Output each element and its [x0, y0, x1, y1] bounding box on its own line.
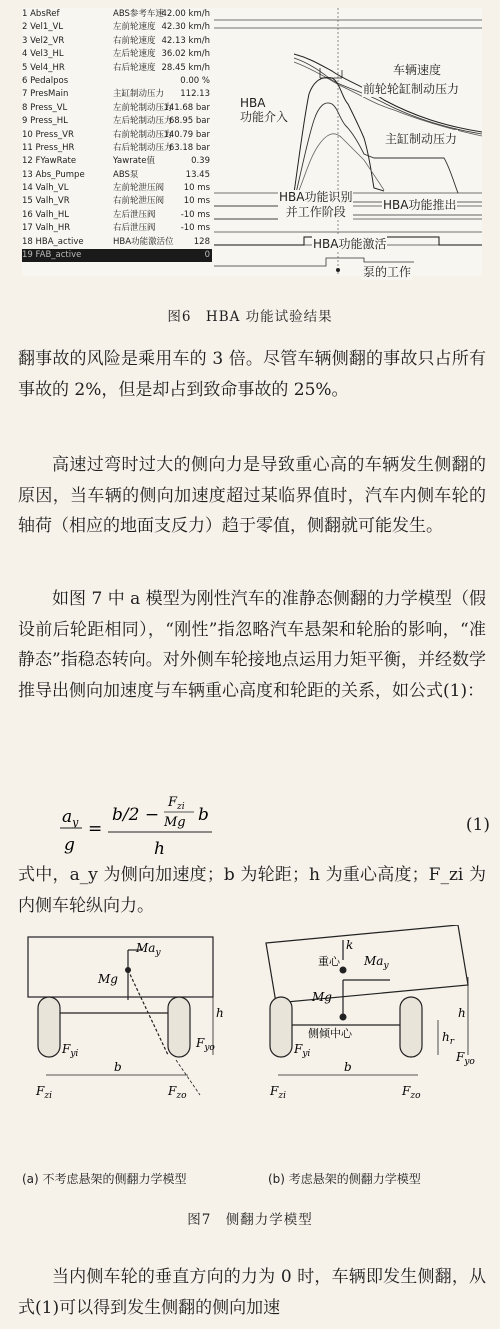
signal-name: 14 Valh_VL	[22, 183, 69, 194]
signal-value: -10 ms	[180, 209, 210, 220]
signal-value: 42.13 km/h	[161, 35, 210, 46]
svg-text:=: =	[88, 819, 103, 839]
signal-row: 4 Vel3_HL 左后轮速度 36.02 km/h	[22, 48, 212, 61]
signal-name: 1 AbsRef	[22, 9, 60, 19]
signal-plot	[214, 8, 482, 279]
signal-name: 15 Valh_VR	[22, 196, 70, 207]
eq-lhs-den: g	[64, 835, 75, 855]
eq-lhs-num: a	[62, 807, 73, 827]
ann-hba-exit: HBA功能推出	[383, 198, 457, 212]
figure-7b-subcaption: (b) 考虑悬架的侧翻力学模型	[268, 1172, 421, 1186]
signal-name: 9 Press_HL	[22, 116, 68, 127]
signal-name: 2 Vel1_VL	[22, 22, 64, 33]
signal-row: 10 Press_VR 右前轮制动压力 140.79 bar	[22, 129, 212, 142]
signal-value: 36.02 km/h	[161, 49, 210, 60]
signal-name: 5 Vel4_HR	[22, 62, 65, 73]
signal-name: 19 FAB_active	[22, 250, 82, 261]
svg-text:ay	[62, 807, 79, 829]
paragraph-3: 如图 7 中 a 模型为刚性汽车的准静态侧翻的力学模型（假设前后轮距相同），“刚性”指忽略汽车悬架和轮胎的影响，“准静态”指稳态转向。对外侧车轮接地点运用力矩平衡，并经数学推导出侧向加速度与车辆重心高度和轮距的关系，如公式(1)：	[18, 589, 486, 701]
ann-vehicle-speed: 车辆速度	[393, 63, 442, 77]
paragraph-2: 高速过弯时过大的侧向力是导致重心高的车辆发生侧翻的原因，当车辆的侧向加速度超过某临界值时，汽车内侧车轮的轴荷（相应的地面支反力）趋于零值，侧翻就可能发生。	[18, 455, 486, 536]
eq-lhs-sub: y	[72, 816, 79, 829]
signal-row: 13 Abs_Pumpe ABS泵 13.45	[22, 169, 212, 182]
b-label-mg: Mg	[312, 990, 332, 1004]
a-label-fyo: $F_{yo}$	[196, 1036, 215, 1053]
a-label-fzo: $F_{zo}$	[168, 1084, 187, 1100]
signal-value: 10 ms	[183, 196, 210, 207]
figure-7	[18, 925, 486, 1100]
ann-pump-work: 泵的工作	[363, 265, 412, 279]
signal-value: 128	[193, 236, 210, 247]
signal-row: 8 Press_VL 左前轮制动压力 141.68 bar	[22, 102, 212, 115]
a-label-b: b	[114, 1060, 122, 1074]
signal-name: 4 Vel3_HL	[22, 49, 64, 60]
paragraph-1: 翻事故的风险是乘用车的 3 倍。尽管车辆侧翻的事故只占所有事故的 2%，但是却占到致命事故的 25%。	[18, 349, 486, 400]
equation-1	[60, 790, 490, 870]
signal-row: 5 Vel4_HR 右后轮速度 28.45 km/h	[22, 62, 212, 75]
paragraph-5: 当内侧车轮的垂直方向的力为 0 时，车辆即发生侧翻，从式(1)可以得到发生侧翻的侧向加速	[18, 1267, 486, 1318]
signal-value: 0.39	[191, 156, 210, 167]
signal-name: 10 Press_VR	[22, 129, 74, 140]
signal-name: 3 Vel2_VR	[22, 35, 65, 46]
signal-name: 11 Press_HR	[22, 142, 75, 153]
a-label-mg: Mg	[98, 972, 118, 986]
b-label-k: k	[346, 938, 354, 952]
signal-value: 63.18 bar	[168, 142, 210, 153]
signal-value: 0	[204, 250, 210, 261]
signal-name: 16 Valh_HL	[22, 209, 70, 220]
signal-row: 7 PresMain 主缸制动压力 112.13	[22, 88, 212, 101]
svg-text:Fzi	[167, 795, 185, 812]
ann-front-wheel-pressure: 前轮轮缸制动压力	[363, 82, 460, 96]
signal-row: 2 Vel1_VL 左前轮速度 42.30 km/h	[22, 21, 212, 34]
signal-name: 7 PresMain	[22, 89, 69, 100]
signal-name: 13 Abs_Pumpe	[22, 169, 85, 180]
signal-row: 12 FYawRate Yawrate值 0.39	[22, 155, 212, 168]
figure-6	[22, 8, 482, 279]
a-label-may: $Ma_y$	[136, 941, 161, 958]
signal-row: 9 Press_HL 左后轮制动压力 68.95 bar	[22, 115, 212, 128]
signal-name: 6 Pedalpos	[22, 75, 69, 86]
signal-value: 42.30 km/h	[161, 22, 210, 33]
figure-6-caption: 图6 HBA 功能试验结果	[167, 309, 333, 325]
signal-value: 13.45	[185, 169, 210, 180]
signal-value: 141.68 bar	[163, 102, 210, 113]
signal-value: 140.79 bar	[163, 129, 210, 140]
signal-value: -10 ms	[180, 223, 210, 234]
signal-value: 28.45 km/h	[161, 62, 210, 73]
signal-row	[22, 75, 212, 88]
equation-number: (1)	[465, 815, 490, 835]
signal-value: 112.13	[180, 89, 210, 100]
signal-name: 8 Press_VL	[22, 102, 68, 113]
signal-name: 12 FYawRate	[22, 156, 77, 167]
b-label-h: h	[458, 1006, 466, 1020]
ann-master-pressure: 主缸制动压力	[385, 132, 458, 146]
eq-frac-den: Mg	[164, 815, 186, 830]
signal-row: 18 HBA_active HBA功能激活位 128	[22, 236, 212, 249]
eq-frac-num: F	[168, 795, 178, 810]
rollover-diagrams	[18, 925, 486, 1100]
signal-row: 3 Vel2_VR 右前轮速度 42.13 km/h	[22, 35, 212, 48]
b-label-hr: $h_r$	[442, 1030, 455, 1047]
signal-value: 42.00 km/h	[161, 9, 210, 19]
ann-hba-intervene: HBA 功能介入	[240, 96, 289, 124]
b-label-fyo: $F_{yo}$	[456, 1050, 475, 1067]
signal-value: 0.00 %	[180, 75, 210, 86]
b-label-roll-center: 侧倾中心	[308, 1027, 352, 1040]
b-label-fzo: $F_{zo}$	[402, 1084, 421, 1100]
signal-row: 17 Valh_HR 右后泄压阀 -10 ms	[22, 222, 212, 235]
b-label-b: b	[344, 1060, 352, 1074]
b-label-may: $Ma_y$	[364, 954, 389, 971]
a-label-h: h	[216, 1006, 224, 1020]
signal-value: 10 ms	[183, 183, 210, 194]
signal-name: 18 HBA_active	[22, 236, 84, 247]
signal-value: 68.95 bar	[168, 116, 210, 127]
figure-7a-subcaption: (a) 不考虑悬架的侧翻力学模型	[22, 1172, 187, 1186]
signal-row: 15 Valh_VR 右前轮泄压阀 10 ms	[22, 195, 212, 208]
paragraph-4: 式中，a_y 为侧向加速度；b 为轮距；h 为重心高度；F_zi 为内侧车轮纵向力。	[18, 865, 486, 916]
signal-row: 1 AbsRef ABS参考车速 42.00 km/h	[22, 8, 212, 21]
signal-row	[22, 249, 212, 262]
signal-list	[22, 8, 212, 262]
eq-rhs-num-a: b/2 −	[112, 805, 160, 825]
eq-rhs-den: h	[154, 839, 165, 859]
a-label-fyi: $F_{yi}$	[62, 1042, 79, 1059]
figure-7-caption: 图7 侧翻力学模型	[187, 1212, 313, 1228]
ann-hba-identify: HBA功能识别 并工作阶段	[279, 190, 353, 219]
signal-row: 16 Valh_HL 左后泄压阀 -10 ms	[22, 209, 212, 222]
b-label-fzi: $F_{zi}$	[270, 1084, 286, 1100]
ann-hba-activate: HBA功能激活	[313, 237, 387, 251]
eq-rhs-num-b: b	[198, 805, 209, 825]
a-label-fzi: $F_{zi}$	[36, 1084, 52, 1100]
equation-svg	[60, 790, 400, 870]
b-label-cg: 重心	[318, 955, 340, 968]
signal-name: 17 Valh_HR	[22, 223, 71, 234]
signal-row: 11 Press_HR 右后轮制动压力 63.18 bar	[22, 142, 212, 155]
b-label-fyi: $F_{yi}$	[294, 1042, 311, 1059]
eq-frac-num-sub: zi	[177, 802, 185, 812]
signal-row: 14 Valh_VL 左前轮泄压阀 10 ms	[22, 182, 212, 195]
